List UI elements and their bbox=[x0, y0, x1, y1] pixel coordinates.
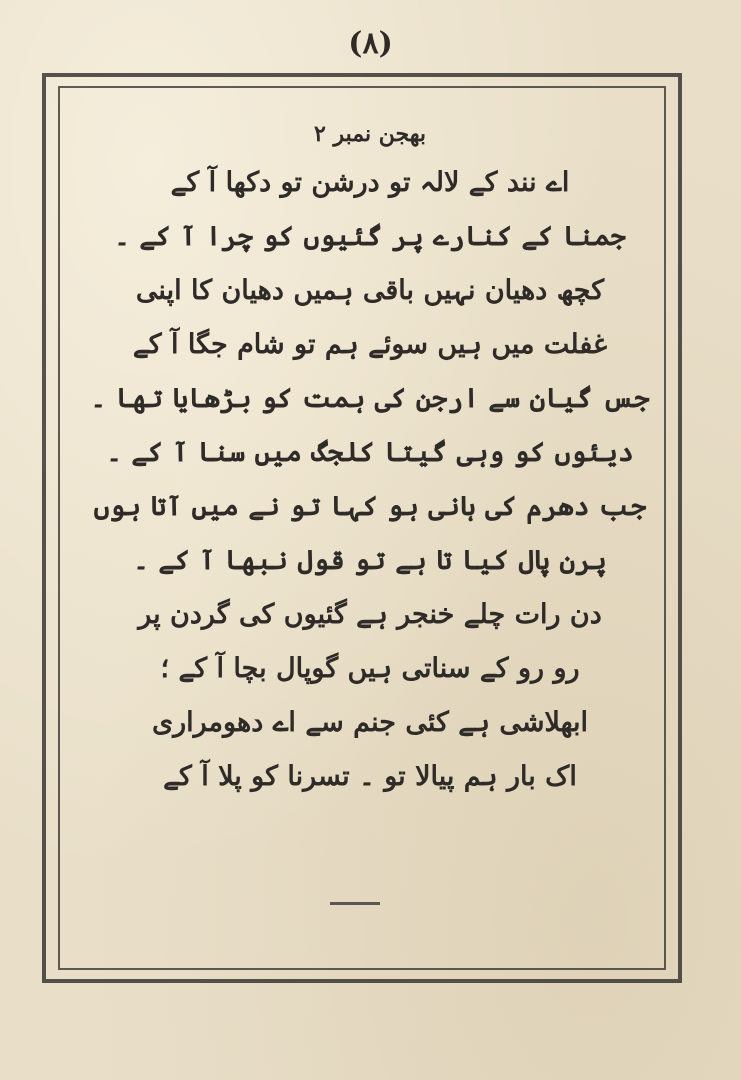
verse-line-9: دن رات چلے خنجر ہے گئیوں کی گردن پر bbox=[138, 599, 602, 630]
page-number: (٨) bbox=[348, 26, 393, 61]
verse-line-1: اے نند کے لالہ تو درشن تو دکھا آ کے bbox=[170, 167, 570, 198]
verse-line-10: رو رو کے سناتی ہیں گوپال بچا آ کے ؛ bbox=[160, 653, 580, 684]
verse-line-8: پرن پال کیا تا ہے تو قول نبھا آ کے ۔ bbox=[133, 545, 607, 576]
verse-line-3: کچھ دھیان نہیں باقی ہمیں دھیان کا اپنی bbox=[135, 275, 605, 306]
verse-line-4: غفلت میں ہیں سوئے ہم تو شام جگا آ کے bbox=[132, 329, 608, 360]
verse-line-6: دیئوں کو وہی گیتا کلجگ میں سنا آ کے ۔ bbox=[106, 437, 634, 468]
verse-line-7: جب دھرم کی ہانی ہو کہا تو نے میں آتا ہوں bbox=[93, 491, 647, 522]
verse-line-12: اک بار ہم پیالا تو ۔ تسرنا کو پلا آ کے bbox=[163, 761, 577, 792]
end-divider bbox=[330, 902, 380, 905]
poem-heading: بھجن نمبر ۲ bbox=[314, 121, 426, 147]
verse-line-11: ابھلاشی ہے کئی جنم سے اے دھومراری bbox=[151, 707, 589, 738]
poem-body bbox=[90, 112, 650, 804]
verse-line-2: جمنا کے کنارے پر گئیوں کو چرا آ کے ۔ bbox=[114, 221, 626, 252]
verse-line-5: جس گیان سے ارجن کی ہمت کو بڑھایا تھا ۔ bbox=[90, 383, 650, 414]
